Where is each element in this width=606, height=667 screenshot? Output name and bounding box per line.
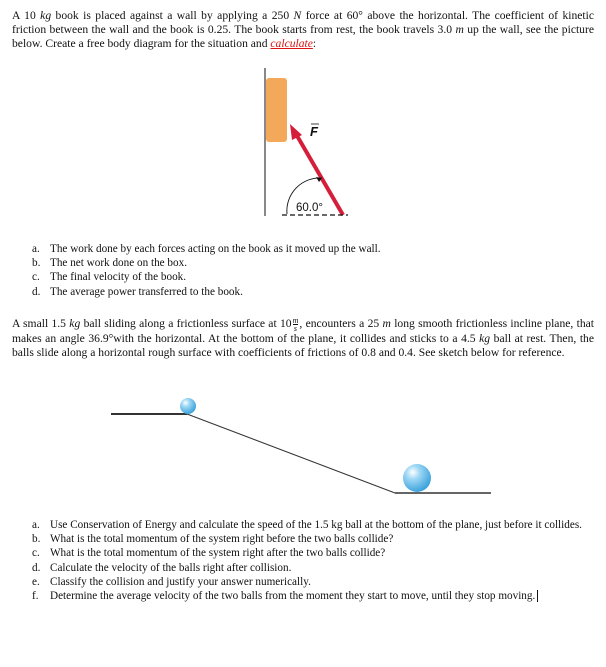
small-ball: [180, 398, 196, 414]
calculate-word: calculate: [270, 37, 313, 50]
large-ball: [403, 464, 431, 492]
problem2-questions: [32, 518, 588, 603]
force-label: F: [310, 124, 318, 139]
book-wall-figure: [240, 64, 370, 226]
problem1-statement: A 10 kg book is placed against a wall by applying a 250 N force at 60° above the horizontal. The coefficient of kinetic friction between the wall and the book is 0.25. The book starts from rest, the book travels 3.0 m up the wall, see the picture below. Create a free body diagram for the situation and calculate:: [12, 9, 594, 50]
incline-figure: [105, 392, 505, 502]
problem1-item-a: a. The work done by each forces acting on the book as it moved up the wall.: [32, 243, 381, 255]
problem2-item-f[interactable]: f. Determine the average velocity of the two balls from the moment they start to move, until they stop moving.: [32, 589, 588, 603]
problem1-item-b: b. The net work done on the box.: [32, 257, 188, 270]
problem2-item-a: a. Use Conservation of Energy and calculate the speed of the 1.5 kg ball at the bottom of the plane, just before it collides.: [32, 519, 582, 531]
problem2-item-b: b. What is the total momentum of the system right before the two balls collide?: [32, 533, 394, 546]
incline-plane: [187, 414, 395, 493]
problem2-item-e: e. Classify the collision and justify your answer numerically.: [32, 575, 311, 588]
angle-label: 60.0°: [296, 202, 323, 214]
problem1-questions: [32, 242, 592, 299]
book: [266, 78, 287, 142]
text-cursor: [537, 590, 538, 602]
problem2-item-d: d. Calculate the velocity of the balls right after collision.: [32, 561, 292, 574]
problem2-item-c: c. What is the total momentum of the system right after the two balls collide?: [32, 547, 386, 560]
problem1-item-c: c. The final velocity of the book.: [32, 271, 187, 284]
problem1-item-d: d. The average power transferred to the book.: [32, 285, 243, 298]
velocity-unit: $\frac{m}{s}$: [292, 316, 299, 333]
problem2-statement: A small 1.5 kg ball sliding along a frictionless surface at 10 $\frac{m}{s}$ , encounters a 25 m long smooth frictionless incline plane, that makes an angle 36.9°with the horizontal. At the bottom of the plane, it collides and sticks to a 4.5 kg ball at rest. Then, the balls slide along a horizontal rough surface with coefficients of frictions of 0.8 and 0.4. See sketch below for reference.: [12, 316, 594, 359]
